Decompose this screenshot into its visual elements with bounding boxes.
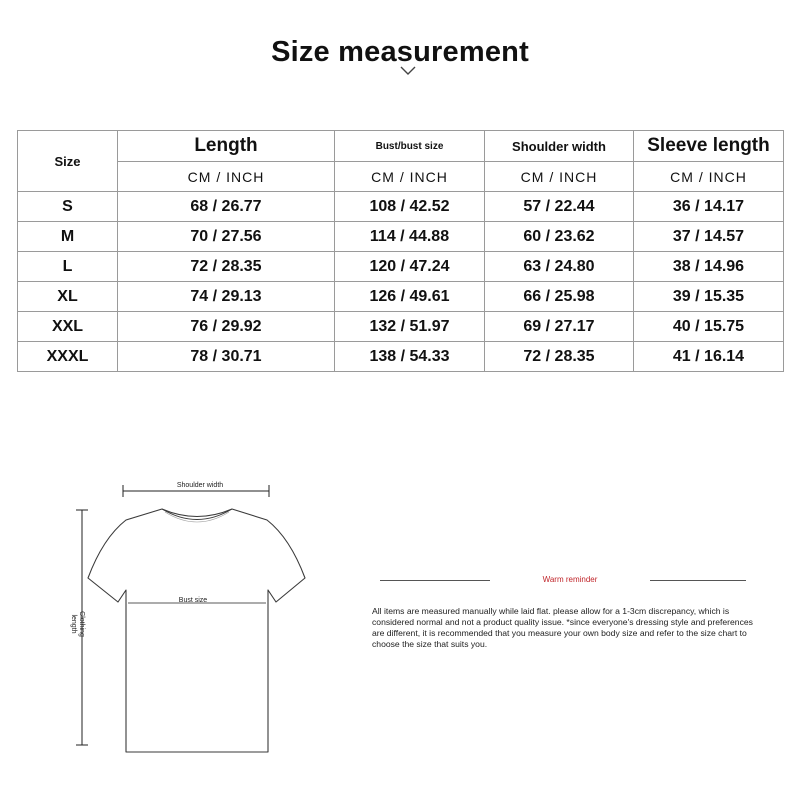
bust-column-header: Bust/bust size <box>335 131 485 162</box>
length-cell: 70 / 27.56 <box>118 222 335 252</box>
length-cell: 72 / 28.35 <box>118 252 335 282</box>
clothing-length-label: Clothing length <box>70 611 85 637</box>
size-cell: XL <box>18 282 118 312</box>
shoulder-cell: 60 / 23.62 <box>485 222 634 252</box>
bust-cell: 126 / 49.61 <box>335 282 485 312</box>
chevron-down-icon <box>397 64 419 78</box>
unit-label: CM / INCH <box>335 162 485 192</box>
unit-label: CM / INCH <box>634 162 784 192</box>
length-cell: 78 / 30.71 <box>118 342 335 372</box>
table-row <box>18 342 784 372</box>
reminder-text: All items are measured manually while laid flat. please allow for a 1-3cm discrepancy, which is considered normal and not a product quality issue. *since everyone's dressing style and preferences are different, it is recommended that you measure your own body size and refer to the size chart to choose the size that suits you. <box>372 606 753 649</box>
sleeve-cell: 40 / 15.75 <box>634 312 784 342</box>
length-cell: 68 / 26.77 <box>118 192 335 222</box>
reminder-title: Warm reminder <box>542 575 598 584</box>
table-row <box>18 222 784 252</box>
unit-label: CM / INCH <box>118 162 335 192</box>
shoulder-width-label: Shoulder width <box>176 482 224 489</box>
bust-cell: 132 / 51.97 <box>335 312 485 342</box>
bust-cell: 120 / 47.24 <box>335 252 485 282</box>
sleeve-cell: 39 / 15.35 <box>634 282 784 312</box>
length-column-header: Length <box>118 131 335 162</box>
size-column-header: Size <box>18 131 118 192</box>
sleeve-column-header: Sleeve length <box>634 131 784 162</box>
divider <box>650 580 746 581</box>
unit-label: CM / INCH <box>485 162 634 192</box>
size-cell: XXXL <box>18 342 118 372</box>
table-row <box>18 282 784 312</box>
size-cell: L <box>18 252 118 282</box>
sleeve-cell: 37 / 14.57 <box>634 222 784 252</box>
unit-row <box>18 162 784 192</box>
shoulder-cell: 57 / 22.44 <box>485 192 634 222</box>
size-cell: S <box>18 192 118 222</box>
tshirt-measurement-diagram <box>0 440 360 800</box>
shoulder-cell: 72 / 28.35 <box>485 342 634 372</box>
page-title: Size measurement <box>271 36 529 68</box>
sleeve-cell: 38 / 14.96 <box>634 252 784 282</box>
shoulder-cell: 69 / 27.17 <box>485 312 634 342</box>
length-cell: 74 / 29.13 <box>118 282 335 312</box>
shoulder-cell: 63 / 24.80 <box>485 252 634 282</box>
sleeve-cell: 36 / 14.17 <box>634 192 784 222</box>
length-cell: 76 / 29.92 <box>118 312 335 342</box>
bust-cell: 108 / 42.52 <box>335 192 485 222</box>
shoulder-cell: 66 / 25.98 <box>485 282 634 312</box>
bust-cell: 114 / 44.88 <box>335 222 485 252</box>
size-cell: XXL <box>18 312 118 342</box>
table-row <box>18 312 784 342</box>
divider <box>380 580 490 581</box>
bust-size-label: Bust size <box>178 597 208 604</box>
tshirt-icon <box>0 440 360 800</box>
shoulder-column-header: Shoulder width <box>485 131 634 162</box>
table-row <box>18 192 784 222</box>
sleeve-cell: 41 / 16.14 <box>634 342 784 372</box>
size-table <box>17 130 784 372</box>
table-row <box>18 252 784 282</box>
bust-cell: 138 / 54.33 <box>335 342 485 372</box>
table-header-row <box>18 131 784 162</box>
size-cell: M <box>18 222 118 252</box>
